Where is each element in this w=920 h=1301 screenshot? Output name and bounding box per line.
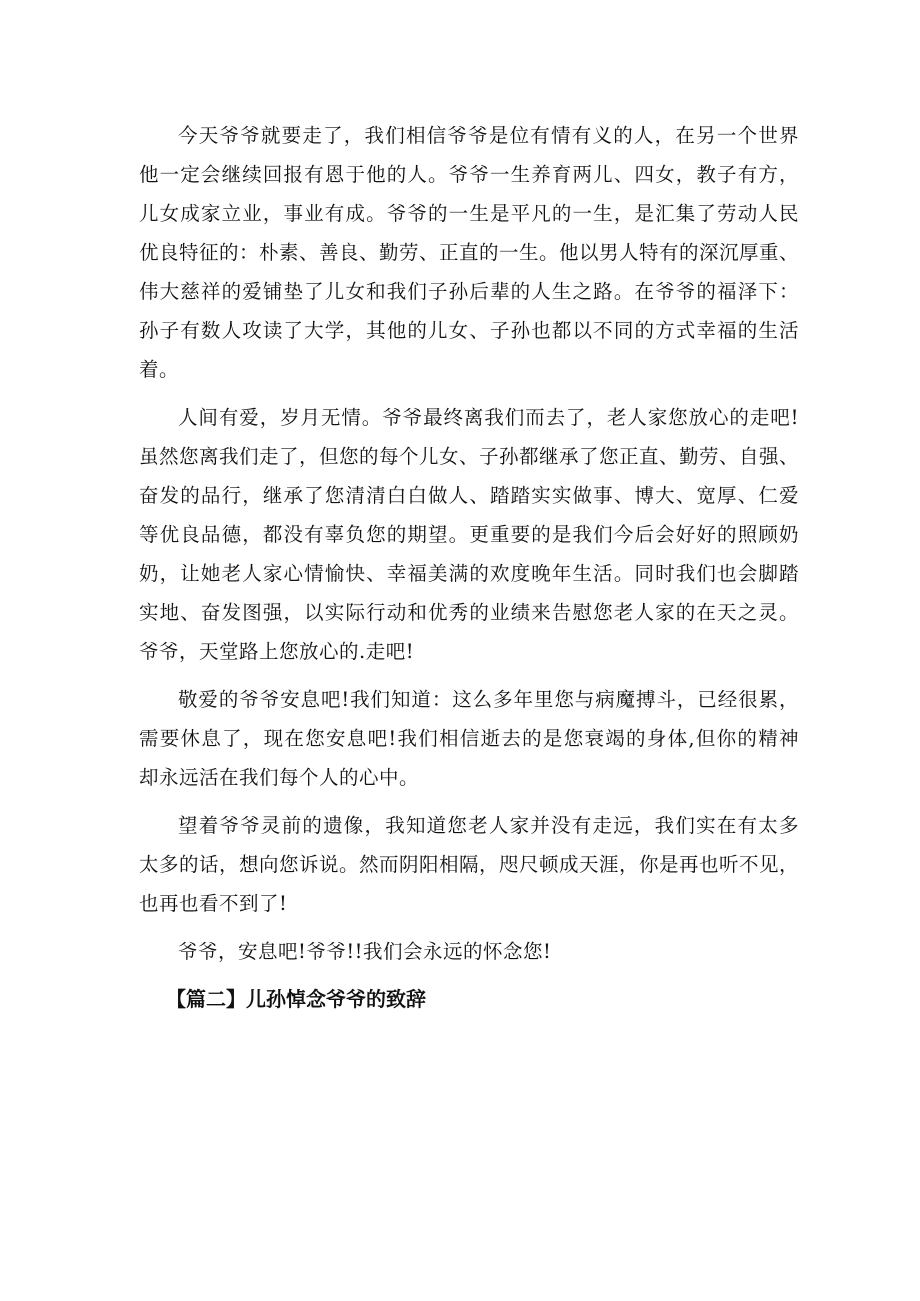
paragraph-line: 孙子有数人攻读了大学，其他的儿女、子孙也都以不同的方式幸福的生活: [139, 319, 799, 342]
paragraph-line: 也再也看不到了!: [139, 892, 288, 915]
paragraph-line: 敬爱的爷爷安息吧!我们知道：这么多年里您与病魔搏斗，已经很累，: [178, 688, 799, 711]
paragraph-line: 优良特征的：朴素、善良、勤劳、正直的一生。他以男人特有的深沉厚重、: [139, 241, 800, 264]
paragraph-line: 爷爷，天堂路上您放心的.走吧!: [139, 640, 415, 663]
paragraph-line: 奶，让她老人家心情愉快、幸福美满的欢度晚年生活。同时我们也会脚踏: [139, 562, 799, 585]
paragraph-2: [139, 398, 799, 671]
paragraph-line: 却永远活在我们每个人的心中。: [139, 766, 420, 789]
paragraph-line: 太多的话，想向您诉说。然而阴阳相隔，咫尺顿成天涯，你是再也听不见，: [139, 853, 800, 876]
paragraph-line: 望着爷爷灵前的遗像，我知道您老人家并没有走远，我们实在有太多: [178, 814, 799, 837]
paragraph-line: 伟大慈祥的爱铺垫了儿女和我们子孙后辈的人生之路。在爷爷的福泽下：: [139, 280, 799, 303]
paragraph-line: 等优良品德，都没有辜负您的期望。更重要的是我们今后会好好的照顾奶: [139, 523, 799, 546]
paragraph-line: 虽然您离我们走了，但您的每个儿女、子孙都继承了您正直、勤劳、自强、: [139, 445, 800, 468]
document-body: [139, 116, 799, 1019]
paragraph-line: 今天爷爷就要走了，我们相信爷爷是位有情有义的人，在另一个世界: [178, 124, 799, 147]
paragraph-line: 着。: [139, 358, 180, 381]
paragraph-1: [139, 116, 799, 389]
paragraph-line: 需要休息了，现在您安息吧!我们相信逝去的是您衰竭的身体,但你的精神: [139, 727, 799, 750]
paragraph-3: [139, 680, 799, 797]
paragraph-line: 奋发的品行，继承了您清清白白做人、踏踏实实做事、博大、宽厚、仁爱: [139, 484, 799, 507]
paragraph-line: 实地、奋发图强，以实际行动和优秀的业绩来告慰您老人家的在天之灵。: [139, 601, 799, 624]
paragraph-line: 儿女成家立业，事业有成。爷爷的一生是平凡的一生，是汇集了劳动人民: [139, 202, 799, 225]
paragraph-line: 他一定会继续回报有恩于他的人。爷爷一生养育两儿、四女，教子有方，: [139, 163, 799, 186]
paragraph-line: 人间有爱，岁月无情。爷爷最终离我们而去了，老人家您放心的走吧!: [178, 406, 799, 429]
section-heading: 【篇二】儿孙悼念爷爷的致辞: [166, 987, 426, 1011]
paragraph-line: 爷爷，安息吧!爷爷!!我们会永远的怀念您!: [178, 940, 552, 963]
paragraph-5: [139, 932, 799, 971]
paragraph-4: [139, 806, 799, 923]
